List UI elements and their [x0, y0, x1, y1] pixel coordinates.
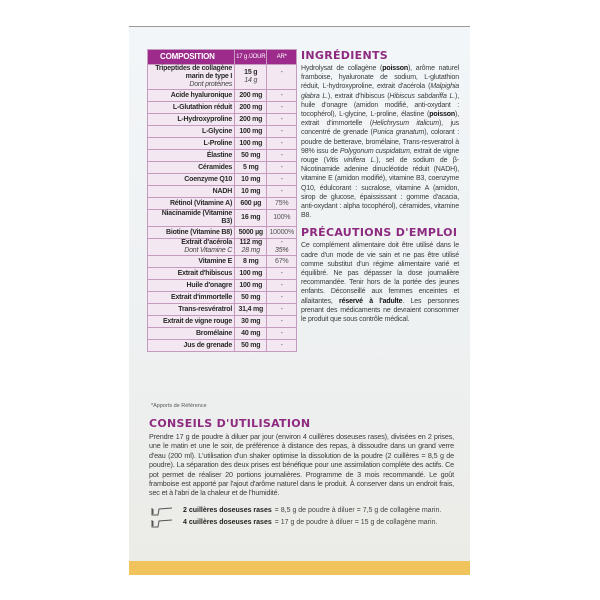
- composition-table: [147, 49, 297, 352]
- product-box-panel: [129, 26, 470, 575]
- nutrient-name-value: Acide hyaluronique: [170, 91, 233, 99]
- composition-row: [148, 340, 297, 352]
- reference-intake-value: -: [280, 163, 283, 171]
- composition-row: [148, 227, 297, 239]
- nutrient-name: [148, 227, 235, 239]
- nutrient-name-value: Extrait de vigne rouge: [162, 317, 233, 325]
- daily-dose: [235, 150, 267, 162]
- daily-dose: [235, 328, 267, 340]
- daily-dose-value: 100 mg: [239, 139, 263, 147]
- reference-intake-value: -: [280, 69, 283, 76]
- nutrient-name: [148, 174, 235, 186]
- precautions-text-part: Ce complément alimentaire doit être utilisé dans le cadre d'un mode de vie sain et ne pas être utilisé comme substitut d'un régime alimentaire varié et équilibré. Ne pas dépasser la dose journalière recommandée. Tenir hors de la portée des jeunes enfants. Déconseillé aux femmes enceintes et allaitantes,: [301, 242, 459, 305]
- nutrient-name: [148, 292, 235, 304]
- daily-dose: [235, 114, 267, 126]
- composition-row: [148, 150, 297, 162]
- daily-dose: [235, 304, 267, 316]
- precautions-text: [301, 241, 459, 324]
- reference-intake-value: 100%: [273, 214, 291, 221]
- nutrient-name: [148, 138, 235, 150]
- nutrient-name-value: Coenzyme Q10: [184, 175, 233, 183]
- ingredients-text-part: ), extrait d'immortelle (: [301, 111, 459, 128]
- ingredients-text-part: ), huile d'onagre (amidon modifié, anti-oxydant : tocophérol), L-glycine, L-proline, élastine (: [301, 92, 459, 119]
- nutrient-name-value: Jus de grenade: [183, 341, 233, 349]
- nutrient-name-value: L-Glutathion réduit: [172, 103, 233, 111]
- latin-name: Helichrysum italicum: [372, 120, 439, 128]
- reference-intake-value: -: [280, 317, 283, 325]
- reference-intake-value: -: [280, 127, 283, 135]
- daily-dose: [235, 174, 267, 186]
- reference-intake: [267, 150, 297, 162]
- nutrient-name: [148, 280, 235, 292]
- nutrient-name-sub: Dont protéines: [189, 81, 233, 88]
- reference-intake: [267, 198, 297, 210]
- ingredients-title: INGRÉDIENTS: [301, 49, 388, 62]
- allergen-highlight: poisson: [429, 111, 456, 119]
- composition-header: COMPOSITION: [148, 50, 235, 65]
- reference-intake: [267, 65, 297, 90]
- daily-dose-value: 100 mg: [239, 269, 263, 277]
- composition-row: [148, 304, 297, 316]
- nutrient-name: [148, 328, 235, 340]
- composition-row: [148, 268, 297, 280]
- daily-dose: [235, 162, 267, 174]
- daily-dose-value: 40 mg: [241, 329, 261, 337]
- nutrient-name-value: Bromélaine: [195, 329, 233, 337]
- latin-name: Punica granatum: [372, 129, 425, 137]
- daily-dose: [235, 65, 267, 90]
- reference-intake-value: -: [280, 281, 283, 289]
- bottom-color-band: [129, 561, 470, 575]
- nutrient-name: [148, 126, 235, 138]
- reference-intake: [267, 186, 297, 198]
- reference-intake-value: -: [280, 269, 283, 277]
- precautions-text-part: . Les personnes prenant des médicaments ne devraient consommer le produit que sous contrôle médical.: [301, 297, 459, 324]
- nutrient-name: [148, 210, 235, 227]
- nutrient-name-value: L-Glycine: [201, 127, 233, 135]
- precautions-title: PRÉCAUTIONS D'EMPLOI: [301, 226, 458, 240]
- nutrient-name-value: Extrait d'immortelle: [171, 293, 233, 301]
- footnote: *Apports de Référence: [151, 403, 207, 409]
- nutrient-name-value: Élastine: [206, 151, 233, 159]
- reference-intake-value: -: [280, 293, 283, 301]
- daily-dose-value: 100 mg: [239, 127, 263, 135]
- reference-intake-value: -: [280, 103, 283, 111]
- reference-intake: [267, 174, 297, 186]
- reference-intake: [267, 210, 297, 227]
- reference-intake-value: 75%: [275, 199, 289, 207]
- nutrient-name: [148, 150, 235, 162]
- nutrient-name-value: Trans-resvératrol: [178, 305, 233, 313]
- spoon-row: [149, 505, 454, 517]
- reference-intake-value: 10000%: [269, 228, 294, 236]
- nutrient-name: [148, 239, 235, 256]
- daily-dose-sub: 28 mg: [241, 247, 261, 254]
- composition-row: [148, 316, 297, 328]
- ingredients-text-part: ), arôme naturel framboise, hyaluronate de sodium, L-glutathion réduit, L-hydroxyproline, extrait d'acérola (: [301, 65, 459, 91]
- nutrient-name: [148, 340, 235, 352]
- nutrient-name-value: Céramides: [198, 163, 233, 171]
- nutrient-name-value: L-Proline: [203, 139, 233, 147]
- nutrient-name: [148, 256, 235, 268]
- composition-body: [148, 65, 297, 352]
- spoon-label: 4 cuillères doseuses rases: [183, 519, 272, 527]
- nutrient-name: [148, 198, 235, 210]
- reference-intake: [267, 256, 297, 268]
- ingredients-text-part: ), jus concentré de grenade (: [301, 120, 459, 137]
- reference-intake: [267, 162, 297, 174]
- daily-dose-value: 16 mg: [241, 214, 261, 221]
- nutrient-name: [148, 268, 235, 280]
- composition-row: [148, 328, 297, 340]
- reference-intake-value: -: [280, 91, 283, 99]
- spoon-equivalence: = 8,5 g de poudre à diluer = 7,5 g de collagène marin.: [274, 507, 442, 515]
- adult-only-warning: réservé à l'adulte: [339, 297, 403, 305]
- reference-intake: [267, 126, 297, 138]
- ingredients-text-part: ), extrait d'hibiscus (: [327, 92, 390, 100]
- composition-row: [148, 292, 297, 304]
- nutrient-name-sub: Dont Vitamine C: [184, 247, 233, 254]
- reference-intake-value: -: [280, 341, 283, 349]
- composition-row: [148, 256, 297, 268]
- usage-section: [149, 417, 454, 529]
- ingredients-text-part: ), sel de sodium de β-Nicotinamide adenine dinucléotide réduit (NADH), vitamine E (amidon modifié), vitamine B3, coenzyme Q10, édulcorant : sucralose, vitamine A (amidon, sirop de glucose, épaississant : gomme d'acacia, anti-oxydant : alpha tocophérol), céramides, vitamine B8.: [301, 157, 459, 220]
- composition-row: [148, 138, 297, 150]
- daily-dose-value: 31,4 mg: [238, 305, 264, 313]
- composition-row: [148, 90, 297, 102]
- nutrient-name: [148, 162, 235, 174]
- reference-intake: [267, 239, 297, 256]
- ingredients-text: [301, 64, 459, 220]
- nutrient-name: [148, 114, 235, 126]
- daily-dose: [235, 280, 267, 292]
- reference-intake: [267, 227, 297, 239]
- daily-dose-value: 5 mg: [243, 163, 259, 171]
- ingredients-text-part: Hydrolysat de collagène (: [301, 65, 383, 72]
- spoon-list: [149, 505, 454, 529]
- reference-intake: [267, 90, 297, 102]
- reference-intake-sub: [269, 77, 294, 85]
- daily-dose: [235, 268, 267, 280]
- nutrient-name-value: NADH: [212, 187, 233, 195]
- daily-dose-value: 30 mg: [241, 317, 261, 325]
- reference-intake: [267, 114, 297, 126]
- reference-intake: [267, 328, 297, 340]
- reference-intake-value: -: [280, 115, 283, 123]
- daily-dose: [235, 316, 267, 328]
- composition-row: [148, 114, 297, 126]
- composition-row: [148, 280, 297, 292]
- allergen-highlight: poisson: [382, 65, 408, 72]
- reference-intake-value: -: [280, 305, 283, 313]
- nutrient-name: [148, 102, 235, 114]
- daily-dose-value: 10 mg: [241, 187, 261, 195]
- nutrient-name: [148, 65, 235, 90]
- reference-intake: [267, 138, 297, 150]
- daily-dose-value: 112 mg: [239, 239, 263, 246]
- reference-intake: [267, 316, 297, 328]
- spoon-equivalence: = 17 g de poudre à diluer = 15 g de collagène marin.: [274, 519, 438, 527]
- daily-dose-value: 10 mg: [241, 175, 261, 183]
- nutrient-name: [148, 304, 235, 316]
- right-column: [301, 49, 459, 324]
- nutrient-name-value: L-Hydroxyproline: [177, 115, 233, 123]
- composition-row: [148, 126, 297, 138]
- measuring-spoon-icon: [151, 507, 171, 515]
- composition-row: [148, 210, 297, 227]
- reference-intake-value: -: [280, 151, 283, 159]
- daily-dose-value: 8 mg: [243, 257, 259, 265]
- reference-intake: [267, 340, 297, 352]
- daily-dose: [235, 90, 267, 102]
- latin-name: Hibiscus sabdariffa L.: [389, 92, 456, 100]
- composition-row: [148, 102, 297, 114]
- nutrient-name-value: Niacinamide (Vitamine B3): [161, 210, 233, 225]
- daily-dose-value: 100 mg: [239, 281, 263, 289]
- dose-header: 17 g /JOUR: [235, 50, 267, 65]
- measuring-spoon-icon: [151, 519, 171, 527]
- daily-dose-sub: 14 g: [244, 77, 258, 84]
- spoon-label: 2 cuillères doseuses rases: [183, 507, 272, 515]
- reference-intake-value: -: [280, 139, 283, 147]
- daily-dose: [235, 186, 267, 198]
- usage-title: CONSEILS D'UTILISATION: [149, 417, 311, 430]
- latin-name: Malpighia glabra L.: [301, 83, 459, 100]
- nutrient-name-value: Huile d'onagre: [186, 281, 233, 289]
- daily-dose-value: 600 µg: [240, 199, 262, 207]
- latin-name: Vitis vinifera L.: [325, 157, 377, 165]
- daily-dose-value: 5000 µg: [238, 228, 263, 236]
- daily-dose: [235, 256, 267, 268]
- nutrient-name: [148, 186, 235, 198]
- nutrient-name: [148, 316, 235, 328]
- reference-intake: [267, 304, 297, 316]
- composition-header-row: [148, 50, 297, 65]
- usage-text: Prendre 17 g de poudre à diluer par jour (environ 4 cuillères doseuses rases), divisées en 2 prises, une le matin et une le soir, de préférence à distance des repas, à dissoudre dans un grand verre d'eau (200 ml). L'utilisation d'un shaker optimise la dissolution de la poudre (2 cuillères = 8,5 g de poudre). La séparation des deux prises est bénéfique pour une assimilation complète des actifs. Ce pot permet de réaliser 20 portions journalières. Programme de 3 mois recommandé. Le goût framboise est apporté par l'ajout d'arôme naturel dans le produit. À conserver dans un endroit frais, sec et à l'abri de la chaleur et de l'humidité.: [149, 432, 454, 498]
- reference-intake: [267, 292, 297, 304]
- nutrient-name-value: Rétinol (Vitamine A): [169, 199, 233, 207]
- composition-row: [148, 162, 297, 174]
- spoon-row: [149, 517, 454, 529]
- composition-row: [148, 239, 297, 256]
- daily-dose-value: 15 g: [244, 69, 258, 76]
- daily-dose: [235, 138, 267, 150]
- reference-intake: [267, 268, 297, 280]
- reference-intake: [267, 102, 297, 114]
- composition-row: [148, 174, 297, 186]
- daily-dose: [235, 210, 267, 227]
- daily-dose: [235, 239, 267, 256]
- nutrient-name-value: Extrait d'hibiscus: [177, 269, 233, 277]
- daily-dose-value: 50 mg: [241, 151, 261, 159]
- composition-row: [148, 65, 297, 90]
- nutrient-name-value: Biotine (Vitamine B8): [166, 228, 233, 236]
- daily-dose-value: 50 mg: [241, 293, 261, 301]
- daily-dose-value: 200 mg: [239, 103, 263, 111]
- ingredients-text-part: ), colorant : poudre de betterave, bromélaine, Trans-resveratrol à 98% issu de: [301, 129, 459, 155]
- reference-intake-value: -: [280, 175, 283, 183]
- daily-dose: [235, 340, 267, 352]
- nutrient-name-value: Vitamine E: [198, 257, 233, 265]
- reference-intake-value: -: [280, 329, 283, 337]
- daily-dose: [235, 102, 267, 114]
- daily-dose-value: 200 mg: [239, 115, 263, 123]
- daily-dose: [235, 126, 267, 138]
- reference-intake-value: -: [280, 239, 283, 246]
- composition-row: [148, 186, 297, 198]
- nutrient-name: [148, 90, 235, 102]
- reference-intake-sub: 35%: [275, 247, 289, 254]
- daily-dose-value: 50 mg: [241, 341, 261, 349]
- daily-dose: [235, 198, 267, 210]
- reference-intake-value: -: [280, 187, 283, 195]
- latin-name: Polygonum cuspidatum: [339, 147, 410, 155]
- daily-dose-value: 200 mg: [239, 91, 263, 99]
- nutrient-name-value: Tripeptides de collagène marin de type I: [155, 65, 233, 80]
- daily-dose: [235, 227, 267, 239]
- reference-intake-value: 67%: [275, 257, 289, 265]
- ingredients-text-part: , extrait de vigne rouge (: [301, 147, 460, 165]
- composition-row: [148, 198, 297, 210]
- daily-dose: [235, 292, 267, 304]
- ar-header: AR*: [267, 50, 297, 65]
- nutrient-name-value: Extrait d'acérola: [181, 239, 233, 246]
- reference-intake: [267, 280, 297, 292]
